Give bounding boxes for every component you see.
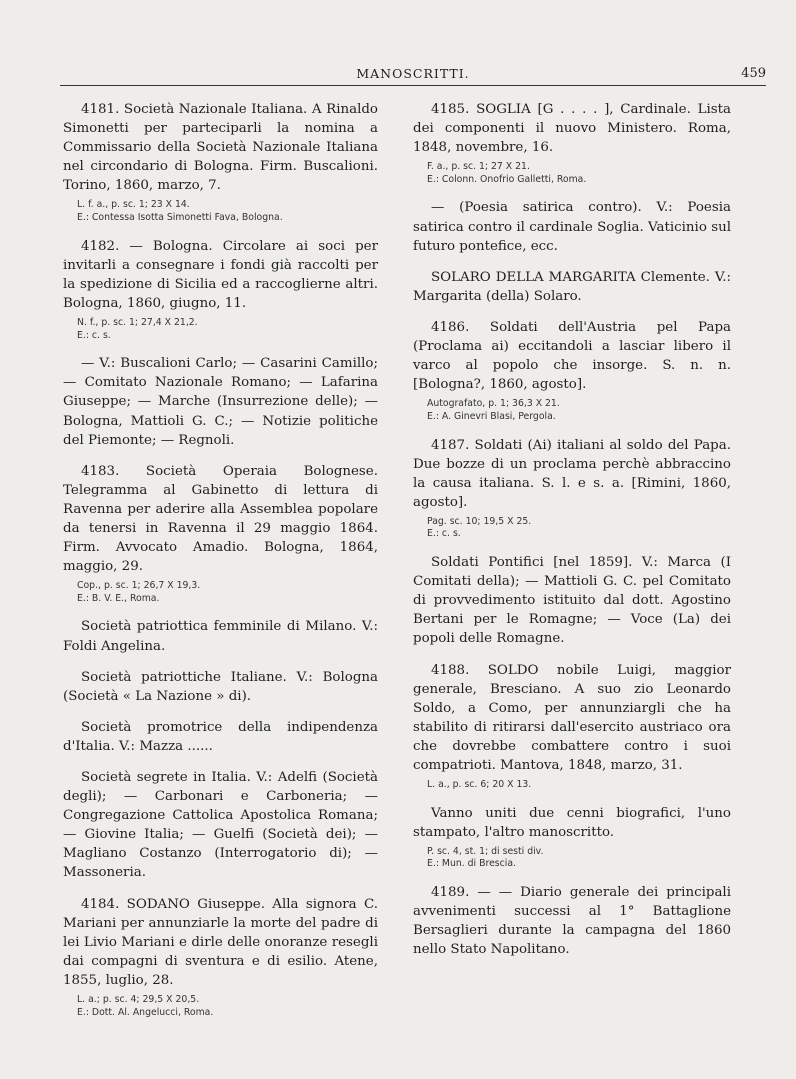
header-title: MANOSCRITTI. (356, 66, 470, 81)
catalog-entry (413, 318, 731, 424)
meta-line: E.: A. Ginevri Blasi, Pergola. (427, 410, 556, 422)
reference-text: Società promotrice della indipendenza d'Italia. V.: Mazza ...... (63, 719, 378, 754)
cross-reference (63, 668, 378, 706)
entry-text: 4185. SOGLIA [G . . . . ], Cardinale. Lista dei componenti il nuovo Ministero. Roma, 1848, novembre, 16. (413, 102, 731, 156)
cross-reference (413, 804, 731, 871)
meta-line: E.: Mun. di Brescia. (427, 858, 516, 870)
entry-physical-description (77, 580, 378, 605)
meta-line: L. a.; p. sc. 4; 29,5 X 20,5. (77, 994, 200, 1006)
running-header (60, 62, 766, 82)
entry-text: 4188. SOLDO nobile Luigi, maggior generale, Bresciano. A suo zio Leonardo Soldo, a Como, per annunziargli che ha stabilito di ritirarsi dall'esercito austriaco ora che dovrebbe combattere contro i suoi compatrioti. Mantova, 1848, marzo, 31. (413, 662, 731, 773)
cross-reference (413, 553, 731, 648)
cross-reference (63, 354, 378, 449)
right-column (413, 100, 731, 971)
reference-text: Società patriottica femminile di Milano. V.: Foldi Angelina. (63, 619, 378, 654)
cross-reference (63, 768, 378, 883)
reference-text: Soldati Pontifici [nel 1859]. V.: Marca (I Comitati della); — Mattioli G. C. pel Comitato di provvedimento istituito dal dott. Agostino Bertani per le Romagne; — Voce (La) dei popoli delle Romagne. (413, 555, 731, 647)
entry-physical-description (427, 398, 731, 423)
entry-text: 4189. — — Diario generale dei principali avvenimenti successi al 1° Battaglione Bersaglieri durante la campagna del 1860 nello Stato Napolitano. (413, 885, 731, 958)
reference-text: Vanno uniti due cenni biografici, l'uno stampato, l'altro manoscritto. (413, 805, 731, 840)
catalog-entry (413, 883, 731, 959)
reference-text: Società segrete in Italia. V.: Adelfi (Società degli); — Carbonari e Carboneria; — Congregazione Cattolica Apostolica Romana; — Giovine Italia; — Guelfi (Società dei); — Magliano Costanzo (Interrogatorio di); — Massoneria. (63, 770, 378, 881)
reference-text: SOLARO DELLA MARGARITA Clemente. V.: Margarita (della) Solaro. (413, 269, 731, 304)
meta-line: Autografato, p. 1; 36,3 X 21. (427, 398, 560, 410)
cross-reference (413, 268, 731, 306)
meta-line: E.: c. s. (77, 329, 111, 341)
entry-text: 4186. Soldati dell'Austria pel Papa (Proclama ai) eccitandoli a lasciar libero il varco al popolo che insorge. S. n. n. [Bologna?, 1860, agosto]. (413, 319, 731, 393)
meta-line: E.: Dott. Al. Angelucci, Roma. (77, 1006, 214, 1018)
meta-line: Cop., p. sc. 1; 26,7 X 19,3. (77, 580, 201, 592)
entry-physical-description (427, 779, 731, 792)
catalog-entry (63, 462, 378, 606)
page-number: 459 (741, 66, 766, 81)
entry-text: 4184. SODANO Giuseppe. Alla signora C. Mariani per annunziarle la morte del padre di lei Livio Mariani e dirle delle onoranze resegli dai compagni di sventura e di esilio. Atene, 1855, luglio, 28. (63, 896, 378, 988)
catalog-entry (63, 237, 378, 343)
entry-physical-description (77, 199, 378, 224)
meta-line: E.: Colonn. Onofrio Galletti, Roma. (427, 173, 587, 185)
cross-reference (63, 617, 378, 655)
catalog-entry (413, 100, 731, 186)
reference-text: Società patriottiche Italiane. V.: Bologna (Società « La Nazione » di). (63, 669, 378, 704)
entry-text: 4182. — Bologna. Circolare ai soci per invitarli a consegnare i fondi già raccolti per la spedizione di Sicilia ed a raccoglierne altri. Bologna, 1860, giugno, 11. (63, 238, 378, 311)
meta-line: L. f. a., p. sc. 1; 23 X 14. (77, 199, 190, 211)
entry-text: 4183. Società Operaia Bolognese. Telegramma al Gabinetto di lettura di Ravenna per aderire alla Assemblea popolare da tenersi in Ravenna il 29 maggio 1864. Firm. Avvocato Amadio. Bologna, 1864, maggio, 29. (63, 463, 378, 575)
meta-line: E.: c. s. (427, 528, 461, 540)
meta-line: P. sc. 4, st. 1; di sesti div. (427, 845, 544, 857)
reference-text: — (Poesia satirica contro). V.: Poesia satirica contro il cardinale Soglia. Vaticinio sul futuro pontefice, ecc. (413, 200, 731, 254)
meta-line: E.: Contessa Isotta Simonetti Fava, Bologna. (77, 212, 283, 224)
catalog-entry (63, 895, 378, 1020)
meta-line: Pag. sc. 10; 19,5 X 25. (427, 515, 532, 527)
entry-text: 4187. Soldati (Ai) italiani al soldo del Papa. Due bozze di un proclama perchè abbraccino la causa italiana. S. l. e s. a. [Rimini, 1860, agosto]. (413, 437, 731, 510)
entry-text: 4181. Società Nazionale Italiana. A Rinaldo Simonetti per parteciparli la nomina a Commissario della Società Nazionale Italiana nel circondario di Bologna. Firm. Buscalioni. Torino, 1860, marzo, 7. (63, 102, 378, 194)
catalog-entry (413, 436, 731, 542)
reference-text: — V.: Buscalioni Carlo; — Casarini Camillo; — Comitato Nazionale Romano; — Lafarina Giuseppe; — Marche (Insurrezione delle); — Bologna, Mattioli G. C.; — Notizie politiche del Piemonte; — Regnoli. (63, 356, 378, 448)
header-rule (60, 85, 766, 86)
meta-line: E.: B. V. E., Roma. (77, 592, 160, 604)
entry-physical-description (77, 994, 378, 1019)
meta-line: N. f., p. sc. 1; 27,4 X 21,2. (77, 317, 198, 329)
cross-reference (413, 198, 731, 255)
catalog-entry (63, 100, 378, 225)
cross-reference (63, 718, 378, 756)
entry-physical-description (427, 846, 731, 871)
entry-physical-description (427, 161, 731, 186)
entry-physical-description (427, 516, 731, 541)
catalog-entry (413, 661, 731, 792)
left-column (63, 100, 378, 1031)
meta-line: F. a., p. sc. 1; 27 X 21. (427, 161, 530, 173)
entry-physical-description (77, 317, 378, 342)
meta-line: L. a., p. sc. 6; 20 X 13. (427, 779, 532, 791)
